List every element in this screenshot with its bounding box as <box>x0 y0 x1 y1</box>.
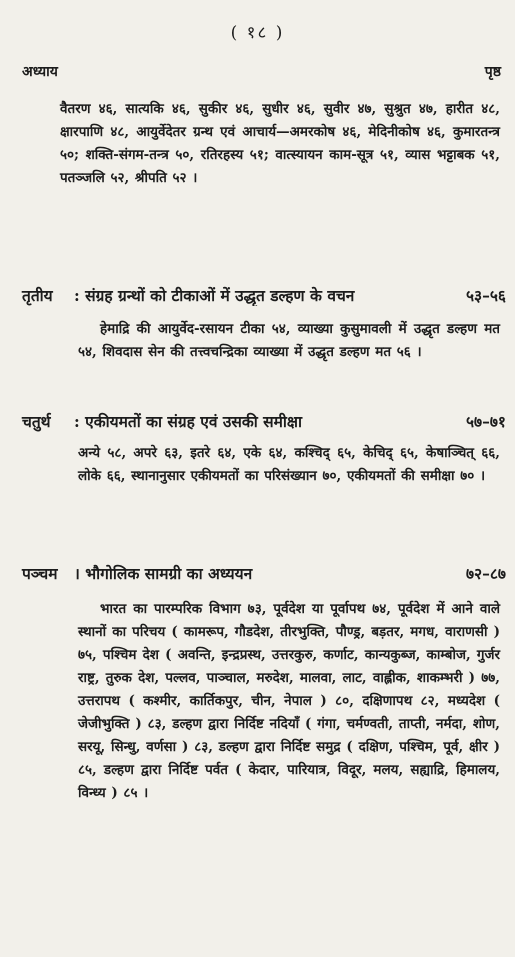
chapter-5-body <box>78 598 500 805</box>
page-number: ( १८ ) <box>230 23 285 43</box>
chapter-label: चतुर्थ <box>22 412 51 431</box>
chapter-title: । भौगोलिक सामग्री का अध्ययन <box>74 564 253 583</box>
chapter-label: पञ्चम <box>22 564 58 583</box>
page-column-header: पृष्ठ <box>484 64 501 80</box>
chapter-label: तृतीय <box>22 286 53 305</box>
chapter-entry-4 <box>22 410 506 432</box>
chapter-title: : एकीयमतों का संग्रह एवं उसकी समीक्षा <box>74 412 303 431</box>
chapter-title: : संग्रह ग्रन्थों को टीकाओं में उद्धृत डल्हण के वचन <box>74 286 355 305</box>
chapter-pages: ७२–८७ <box>466 564 506 583</box>
chapter-column-header: अध्याय <box>22 64 58 80</box>
chapter-entry-3 <box>22 284 506 306</box>
chapter-3-body <box>78 318 500 364</box>
chapter-4-body <box>78 442 500 488</box>
chapter-body-text: भारत का पारम्परिक विभाग ७३, पूर्वदेश या पूर्वापथ ७४, पूर्वदेश में आने वाले स्थानों का परिचय ( कामरूप, गौडदेश, तीरभुक्ति, पौण्ड्र, बड़तर, मगध, वाराणसी ) ७५, पश्चिम देश ( अवन्ति, इन्द्रप्रस्थ, उत्तरकुरु, कर्णाट, कान्यकुब्ज, काम्बोज, गुर्जर राष्ट्र, तुरुक देश, पल्लव, पाञ्चाल, मरुदेश, मालवा, लाट, वाह्लीक, शाकम्भरी ) ७७, उत्तरापथ ( कश्मीर, कार्तिकपुर, चीन, नेपाल ) ८०, दक्षिणापथ ८२, मध्यदेश ( जेजीभुक्ति ) ८३, डल्हण द्वारा निर्दिष्ट नदियाँ ( गंगा, चर्मण्वती, ताप्ती, नर्मदा, शोण, सरयू, सिन्धु, वर्णसा ) ८३, डल्हण द्वारा निर्दिष्ट समुद्र ( दक्षिण, पश्चिम, पूर्व, क्षीर ) ८५, डल्हण द्वारा निर्दिष्ट पर्वत ( केदार, पारियात्र, विदूर, मलय, सह्याद्रि, हिमालय, विन्ध्य ) ८५ । <box>78 601 500 801</box>
chapter-entry-5 <box>22 562 506 584</box>
intro-paragraph <box>60 98 500 190</box>
chapter-pages: ५३–५६ <box>466 286 506 305</box>
intro-paragraph-text: वैतरण ४६, सात्यकि ४६, सुकीर ४६, सुधीर ४६, सुवीर ४७, सुश्रुत ४७, हारीत ४८, क्षारपाणि ४८, आयुर्वेदेतर ग्रन्थ एवं आचार्य—अमरकोष ४६, मेदिनीकोष ४६, कुमारतन्त्र ५०; शक्ति-संगम-तन्त्र ५०, रतिरहस्य ५१; वात्स्यायन काम-सूत्र ५१, व्यास भट्टाबक ५१, पतञ्जलि ५२, श्रीपति ५२ । <box>60 101 500 186</box>
chapter-body-text: हेमाद्रि की आयुर्वेद-रसायन टीका ५४, व्याख्या कुसुमावली में उद्धृत डल्हण मत ५४, शिवदास सेन की तत्त्वचन्द्रिका व्याख्या में उद्धृत डल्हण मत ५६ । <box>78 321 500 360</box>
chapter-body-text: अन्ये ५८, अपरे ६३, इतरे ६४, एके ६४, कश्चिद् ६५, केचिद् ६५, केषाञ्चित् ६६, लोके ६६, स्थानानुसार एकीयमतों का परिसंख्यान ७०, एकीयमतों की समीक्षा ७० । <box>78 445 500 484</box>
chapter-pages: ५७–७१ <box>466 412 506 431</box>
